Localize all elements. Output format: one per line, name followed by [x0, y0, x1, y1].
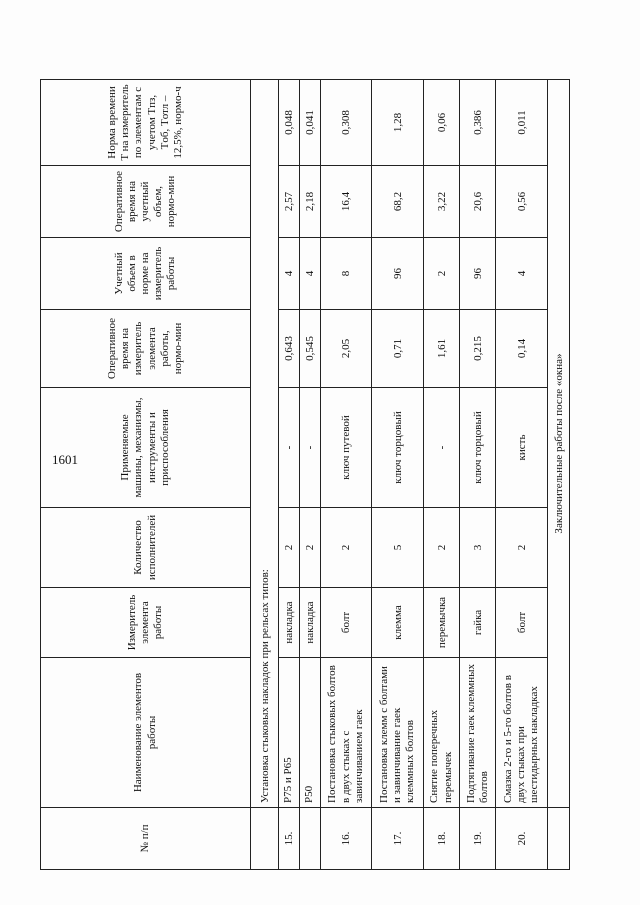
row-name: Р50 — [300, 658, 321, 808]
row-tools: кисть — [496, 388, 548, 508]
closing-row — [548, 80, 570, 870]
row-norm: 1,28 — [372, 80, 423, 166]
row-volume: 2 — [423, 238, 459, 310]
row-workers: 3 — [460, 508, 496, 588]
table-row — [279, 80, 300, 870]
row-unit: накладка — [279, 588, 300, 658]
row-op-time: 0,643 — [279, 310, 300, 388]
table-row — [372, 80, 423, 870]
row-unit: болт — [496, 588, 548, 658]
row-norm: 0,048 — [279, 80, 300, 166]
header-volume: Учетный объем в норме на измеритель работы — [41, 238, 251, 310]
row-op-time: 2,05 — [321, 310, 372, 388]
row-num: 17. — [372, 808, 423, 870]
row-num — [300, 808, 321, 870]
header-unit: Измеритель элемента работы — [41, 588, 251, 658]
row-workers: 2 — [423, 508, 459, 588]
row-name: Смазка 2-го и 5-го болтов в двух стыках при шестидырных накладках — [496, 658, 548, 808]
row-workers: 2 — [279, 508, 300, 588]
row-name: Постановка клемм с болтами и завинчивание гаек клеммных болтов — [372, 658, 423, 808]
row-volume: 8 — [321, 238, 372, 310]
row-unit: клемма — [372, 588, 423, 658]
row-op-volume: 20,6 — [460, 166, 496, 238]
table-row — [300, 80, 321, 870]
row-op-volume: 2,18 — [300, 166, 321, 238]
row-volume: 96 — [460, 238, 496, 310]
row-workers: 2 — [300, 508, 321, 588]
row-tools: - — [279, 388, 300, 508]
row-volume: 96 — [372, 238, 423, 310]
row-op-volume: 3,22 — [423, 166, 459, 238]
header-workers: Количество исполнителей — [41, 508, 251, 588]
group-label: Установка стыковых накладок при рельсах типов: — [251, 80, 279, 808]
row-volume: 4 — [300, 238, 321, 310]
row-tools: ключ торцовый — [460, 388, 496, 508]
row-norm: 0,308 — [321, 80, 372, 166]
page-number: 1601 — [52, 452, 78, 467]
row-num: 16. — [321, 808, 372, 870]
row-op-time: 0,545 — [300, 310, 321, 388]
table-row — [321, 80, 372, 870]
row-workers: 2 — [321, 508, 372, 588]
rotated-table-container — [40, 80, 570, 870]
row-op-time: 0,14 — [496, 310, 548, 388]
row-name: Снятие поперечных перемычек — [423, 658, 459, 808]
row-volume: 4 — [496, 238, 548, 310]
row-workers: 5 — [372, 508, 423, 588]
row-num: 20. — [496, 808, 548, 870]
row-num: 15. — [279, 808, 300, 870]
row-op-time: 0,215 — [460, 310, 496, 388]
row-num: 19. — [460, 808, 496, 870]
row-norm: 0,041 — [300, 80, 321, 166]
row-volume: 4 — [279, 238, 300, 310]
row-name: Постановка стыковых болтов в двух стыках с завинчиванием гаек — [321, 658, 372, 808]
table-header-row — [41, 80, 251, 870]
row-tools: ключ торцовый — [372, 388, 423, 508]
row-op-volume: 2,57 — [279, 166, 300, 238]
row-unit: болт — [321, 588, 372, 658]
row-num: 18. — [423, 808, 459, 870]
row-tools: ключ путевой — [321, 388, 372, 508]
row-norm: 0,011 — [496, 80, 548, 166]
header-op-volume: Оперативное время на учетный объем, нормо-мин — [41, 166, 251, 238]
work-elements-table — [40, 79, 570, 870]
row-tools: - — [300, 388, 321, 508]
row-op-time: 0,71 — [372, 310, 423, 388]
row-norm: 0,386 — [460, 80, 496, 166]
header-norm: Норма времени T на измеритель по элементам с учетом Tпз, Tоб, Tотл – 12,5%, нормо-ч — [41, 80, 251, 166]
closing-label: Заключительные работы после «окна» — [548, 80, 570, 808]
row-norm: 0,06 — [423, 80, 459, 166]
row-name: Подтягивание гаек клеммных болтов — [460, 658, 496, 808]
header-name: Наименование элементов работы — [41, 658, 251, 808]
row-op-volume: 68,2 — [372, 166, 423, 238]
header-tools: Применяемые машины, механизмы, инструменты и приспособления — [41, 388, 251, 508]
header-op-time: Оперативное время на измеритель элемента работы, нормо-мин — [41, 310, 251, 388]
row-unit: гайка — [460, 588, 496, 658]
header-num: № п/п — [41, 808, 251, 870]
row-tools: - — [423, 388, 459, 508]
row-workers: 2 — [496, 508, 548, 588]
row-unit: перемычка — [423, 588, 459, 658]
row-name: Р75 и Р65 — [279, 658, 300, 808]
row-unit: накладка — [300, 588, 321, 658]
group-row — [251, 80, 279, 870]
table-row — [460, 80, 496, 870]
row-op-time: 1,61 — [423, 310, 459, 388]
table-row — [423, 80, 459, 870]
table-row — [496, 80, 548, 870]
row-op-volume: 16,4 — [321, 166, 372, 238]
row-op-volume: 0,56 — [496, 166, 548, 238]
